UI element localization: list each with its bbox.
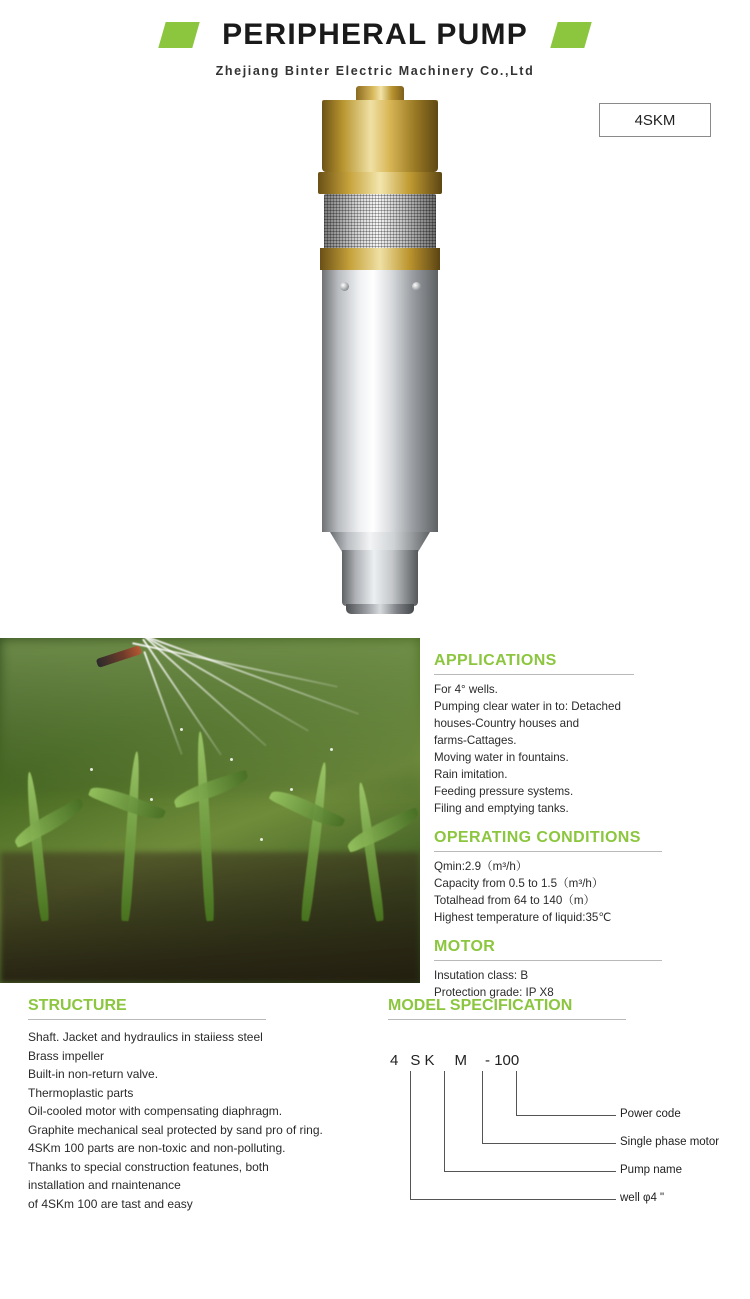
structure-line: Graphite mechanical seal protected by sand pro of ring. [28, 1122, 323, 1137]
applications-line: Rain imitation. [434, 768, 508, 781]
decorative-bar-right-icon [550, 22, 591, 48]
pump-taper [330, 532, 430, 552]
structure-body [28, 1028, 360, 1213]
pump-brass-head [322, 100, 438, 172]
plant-leaf [11, 798, 87, 849]
applications-rule [434, 674, 634, 675]
motor-rule [434, 960, 662, 961]
model-code-row [388, 1052, 750, 1069]
leader-line-power-code [516, 1115, 616, 1116]
pump-stainless-body [322, 270, 438, 532]
submersible-pump-image [300, 86, 460, 616]
operating-conditions-body [434, 858, 740, 926]
structure-line: of 4SKm 100 are tast and easy [28, 1196, 193, 1211]
operating-conditions-rule [434, 851, 662, 852]
applications-line: Filing and emptying tanks. [434, 802, 569, 815]
applications-line: Pumping clear water in to: Detached [434, 700, 621, 713]
pump-foot [346, 604, 414, 614]
operating-conditions-line: Totalhead from 64 to 140（m） [434, 894, 596, 907]
structure-rule [28, 1019, 266, 1020]
structure-line: installation and rnaintenance [28, 1178, 181, 1192]
model-code-part: S K [410, 1052, 435, 1069]
motor-line: Protection grade: IP X8 [434, 986, 554, 999]
pump-intake-screen [324, 194, 436, 250]
model-specification-heading: MODEL SPECIFICATION [388, 997, 573, 1014]
leader-line-well-size [410, 1071, 411, 1199]
motor-line: Insutation class: B [434, 969, 529, 982]
applications-line: farms-Cattages. [434, 734, 517, 747]
applications-line: Moving water in fountains. [434, 751, 569, 764]
model-badge: 4SKM [599, 103, 711, 137]
structure-line: Oil-cooled motor with compensating diaphragm. [28, 1104, 283, 1118]
irrigation-photo [0, 638, 420, 983]
leader-line-pump-name [444, 1171, 616, 1172]
leader-line-well-size [410, 1199, 616, 1200]
operating-conditions-line: Capacity from 0.5 to 1.5（m³/h） [434, 877, 604, 890]
model-specification-block [360, 997, 750, 1221]
applications-line: For 4° wells. [434, 683, 498, 696]
leader-line-pump-name [444, 1071, 445, 1171]
plant-leaf [344, 807, 420, 853]
specs-column [420, 638, 750, 999]
callout-single-phase-motor: Single phase motor [620, 1136, 720, 1148]
pump-brass-ring-lower [320, 248, 440, 270]
applications-block [434, 652, 740, 817]
callout-power-code: Power code [620, 1108, 681, 1120]
page-title: PERIPHERAL PUMP [222, 18, 528, 51]
pump-motor-base [342, 550, 418, 606]
motor-heading: MOTOR [434, 938, 496, 955]
page-header [0, 0, 750, 78]
operating-conditions-heading: OPERATING CONDITIONS [434, 829, 641, 846]
operating-conditions-line: Highest temperature of liquid:35℃ [434, 911, 612, 924]
model-code-part: M [454, 1052, 468, 1069]
structure-line: 4SKm 100 parts are non-toxic and non-polluting. [28, 1141, 286, 1155]
leader-line-power-code [516, 1071, 517, 1115]
model-code-part: - 100 [485, 1052, 520, 1069]
structure-block [0, 997, 360, 1221]
applications-line: houses-Country houses and [434, 717, 580, 730]
applications-body [434, 681, 740, 817]
structure-line: Built-in non-return valve. [28, 1067, 159, 1081]
bottom-section [0, 983, 750, 1221]
motor-block [434, 938, 740, 1001]
middle-section [0, 638, 750, 999]
hero-section [0, 78, 750, 638]
applications-heading: APPLICATIONS [434, 652, 557, 669]
leader-line-single-phase-motor [482, 1143, 616, 1144]
structure-line: Brass impeller [28, 1048, 105, 1063]
pump-screw-left-icon [340, 282, 349, 291]
callout-well-size: well φ4 " [620, 1192, 665, 1204]
motor-body [434, 967, 740, 1001]
model-code-part: 4 [390, 1052, 399, 1069]
pump-brass-ring-upper [318, 172, 442, 194]
decorative-bar-left-icon [158, 22, 199, 48]
structure-line: Thanks to special construction featunes, both [28, 1159, 269, 1174]
structure-heading: STRUCTURE [28, 997, 127, 1014]
operating-conditions-line: Qmin:2.9（m³/h） [434, 860, 528, 873]
model-code-diagram [388, 1071, 750, 1221]
pump-top-cap [356, 86, 404, 100]
operating-conditions-block [434, 829, 740, 926]
leader-line-single-phase-motor [482, 1071, 483, 1143]
pump-screw-right-icon [412, 282, 421, 291]
callout-pump-name: Pump name [620, 1164, 683, 1176]
applications-line: Feeding pressure systems. [434, 785, 574, 798]
header-title-row [0, 18, 750, 52]
structure-line: Shaft. Jacket and hydraulics in staiiess steel [28, 1030, 263, 1044]
model-specification-rule [388, 1019, 626, 1020]
company-name: Zhejiang Binter Electric Machinery Co.,Ltd [215, 64, 535, 78]
structure-line: Thermoplastic parts [28, 1085, 134, 1100]
